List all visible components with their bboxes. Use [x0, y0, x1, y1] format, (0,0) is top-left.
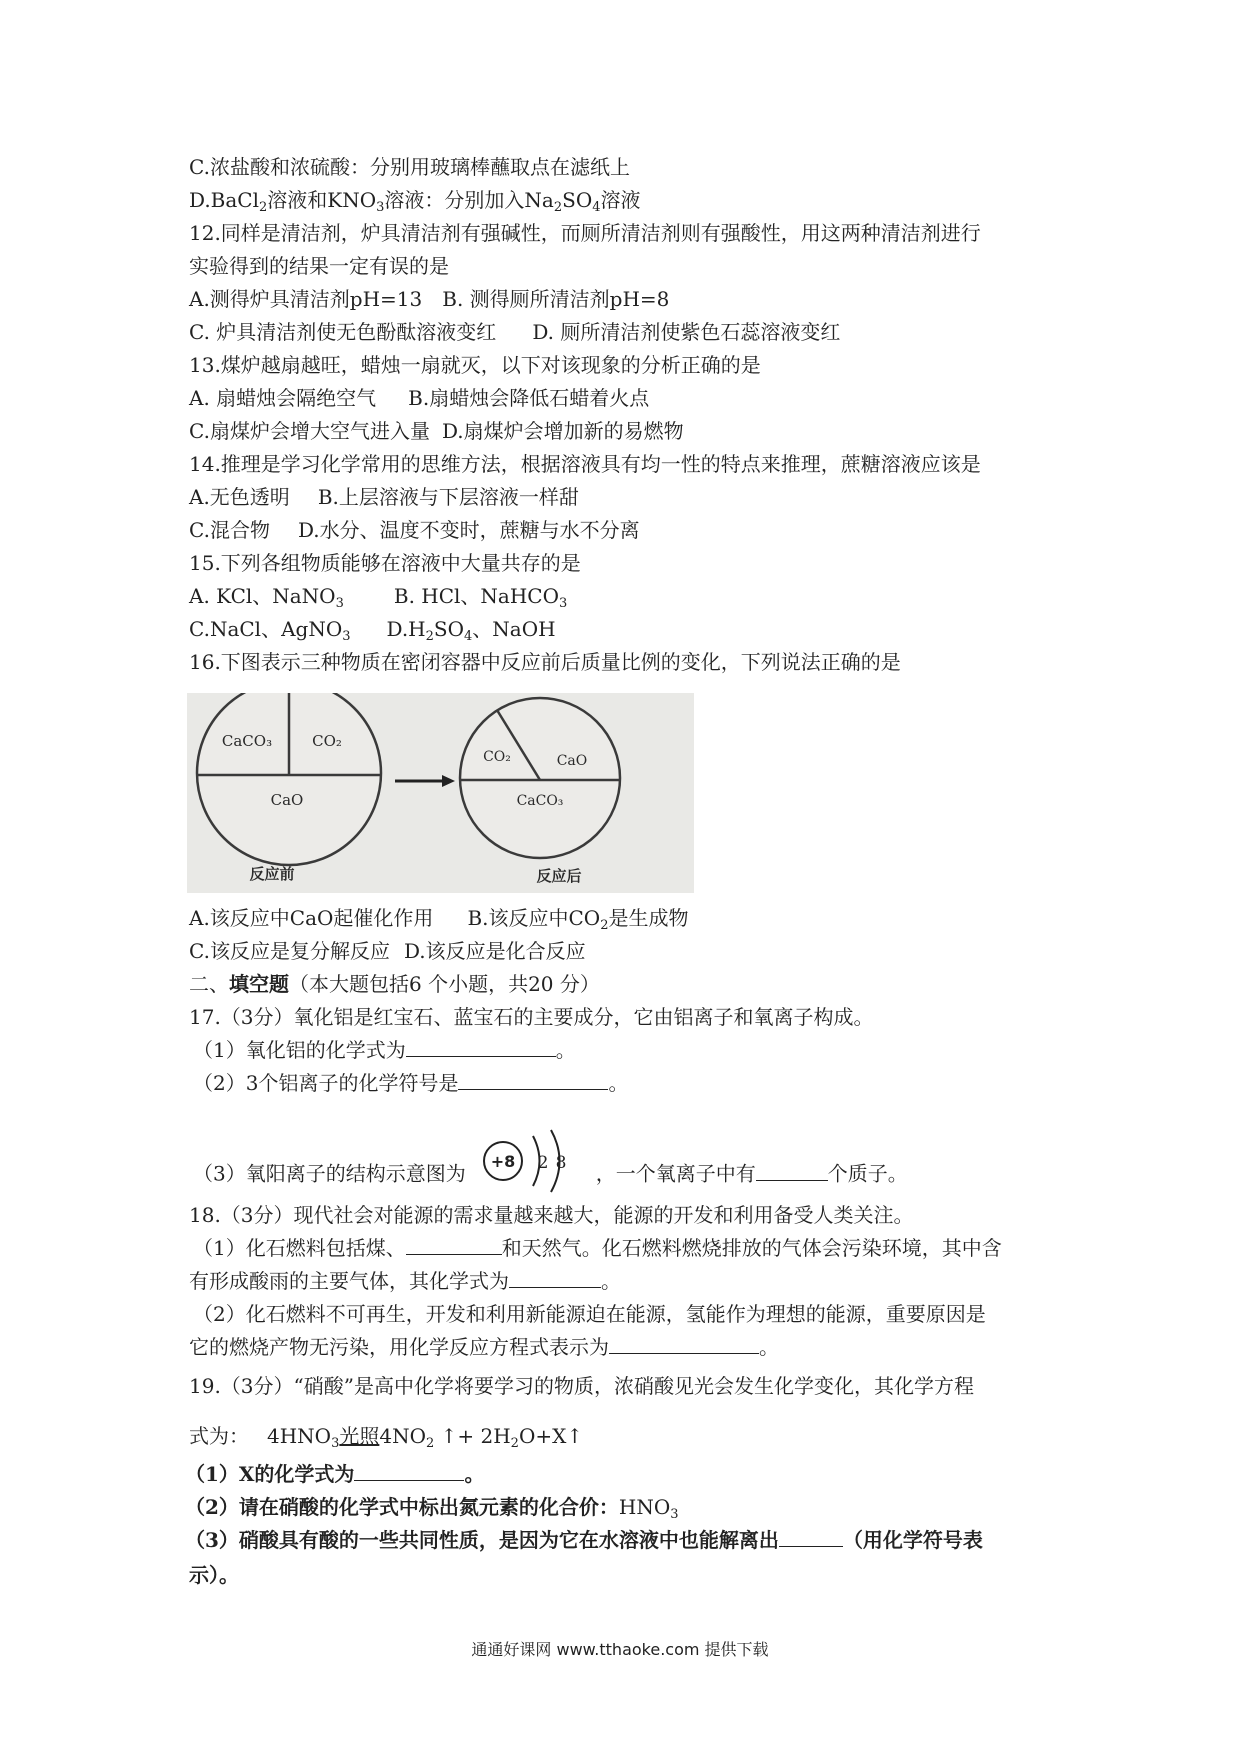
- q16-option-b: B.该反应中$CO_2$是生成物: [467, 906, 689, 933]
- section2-title: 填空题: [229, 972, 289, 996]
- q14-options-cd: [189, 516, 640, 544]
- q12-options-cd: [189, 318, 840, 346]
- q19-blank-1[interactable]: [354, 1460, 464, 1481]
- q16-option-d: D.该反应是化合反应: [403, 939, 586, 963]
- q19-equation-line: 式为： $4HNO_3$光照$4NO_2$ ↑+ $2H_2O+X↑$: [189, 1424, 584, 1451]
- q19-part3-line2: 示）。: [189, 1563, 239, 1587]
- q18-part1-line1: （1）化石燃料包括煤、 和天然气。化石燃料燃烧排放的气体会污染环境，其中含: [193, 1236, 1002, 1260]
- q17-blank-2[interactable]: [458, 1069, 608, 1090]
- q17-part3: （3）氧阳离子的结构示意图为 +8 2 8 ，一个氧离子中有 个质子。: [193, 1126, 908, 1196]
- q16-option-c: C.该反应是复分解反应: [189, 939, 390, 963]
- reaction-pie-figure: [187, 693, 694, 893]
- q17-blank-1[interactable]: [406, 1036, 556, 1057]
- q14-option-d: D.水分、温度不变时，蔗糖与水不分离: [297, 518, 640, 542]
- q12-options-ab: [189, 285, 669, 313]
- q17-part1: （1）氧化铝的化学式为 。: [193, 1038, 576, 1062]
- q16-options-cd: [189, 937, 586, 965]
- q14-option-c: C.混合物: [189, 518, 270, 542]
- q19-part1: （1）X的化学式为 。: [185, 1462, 485, 1486]
- q18-part2-line2: 它的燃烧产物无污染，用化学反应方程式表示为 。: [189, 1335, 779, 1359]
- shell-1-electron-count: 2: [537, 1153, 549, 1173]
- nucleus-charge-label: +8: [490, 1152, 516, 1171]
- q13-option-d: D.扇煤炉会增加新的易燃物: [441, 419, 684, 443]
- q18-blank-1[interactable]: [406, 1234, 502, 1255]
- q19-equation: $4HNO_3$光照$4NO_2$ ↑+ $2H_2O+X↑$: [267, 1424, 584, 1451]
- q14-options-ab: [189, 483, 579, 511]
- q15-stem: 15.下列各组物质能够在溶液中大量共存的是: [189, 551, 581, 575]
- q16-stem: 16.下图表示三种物质在密闭容器中反应前后质量比例的变化，下列说法正确的是: [189, 650, 901, 674]
- q16-option-a: A.该反应中CaO起催化作用: [189, 906, 434, 930]
- q13-option-b: B.扇蜡烛会降低石蜡着火点: [408, 386, 650, 410]
- before-slice-caco3-label: CaCO₃: [221, 732, 273, 750]
- q19-stem-line1: 19.（3分）“硝酸”是高中化学将要学习的物质，浓硝酸见光会发生化学变化，其化学方程: [189, 1374, 974, 1398]
- q15-options-ab: [189, 582, 567, 618]
- q18-blank-2[interactable]: [509, 1267, 601, 1288]
- q13-option-a: A. 扇蜡烛会隔绝空气: [189, 386, 377, 410]
- section2-heading: 二、填空题（本大题包括6 个小题，共20 分）: [189, 972, 600, 996]
- reaction-arrow-icon: [442, 775, 455, 787]
- after-slice-cao-label: CaO: [556, 753, 588, 769]
- q11-option-d: D.BaCl$_2$溶液和$KNO_3$溶液：分别加入$Na_2SO_4$溶液: [189, 188, 641, 215]
- q14-stem: 14.推理是学习化学常用的思维方法，根据溶液具有均一性的特点来推理，蔗糖溶液应该是: [189, 452, 981, 476]
- q14-option-b: B.上层溶液与下层溶液一样甜: [317, 485, 579, 509]
- q12-option-d: D. 厕所清洁剂使紫色石蕊溶液变红: [532, 320, 841, 344]
- q13-options-cd: [189, 417, 684, 445]
- q19-part2: （2）请在硝酸的化学式中标出氮元素的化合价：$HNO_3$: [185, 1495, 679, 1522]
- q14-option-a: A.无色透明: [189, 485, 290, 509]
- q18-blank-3[interactable]: [609, 1333, 759, 1354]
- q15-option-c: C.NaCl、AgNO$_3$: [189, 617, 351, 644]
- q19-part3-line1: （3）硝酸具有酸的一些共同性质，是因为它在水溶液中也能解离出 （用化学符号表: [185, 1528, 983, 1552]
- after-caption: 反应后: [536, 867, 582, 885]
- shell-2-electron-count: 8: [555, 1153, 567, 1173]
- q15-option-a: A. KCl、NaNO$_3$: [189, 584, 344, 611]
- reaction-pie-svg: [187, 693, 694, 893]
- before-slice-cao-label: CaO: [270, 791, 304, 809]
- q17-stem: 17.（3分）氧化铝是红宝石、蓝宝石的主要成分，它由铝离子和氧离子构成。: [189, 1005, 874, 1029]
- before-slice-co2-label: CO₂: [312, 732, 342, 750]
- q18-part1-line2: 有形成酸雨的主要气体，其化学式为 。: [189, 1269, 621, 1293]
- q13-options-ab: [189, 384, 649, 412]
- q19-blank-3[interactable]: [779, 1526, 843, 1547]
- reaction-condition: 光照: [339, 1424, 380, 1448]
- q17-part2: （2）3个铝离子的化学符号是 。: [193, 1071, 629, 1095]
- q12-stem-line1: 12.同样是清洁剂，炉具清洁剂有强碱性，而厕所清洁剂则有强酸性，用这两种清洁剂进行: [189, 221, 981, 245]
- q12-option-a: A.测得炉具清洁剂pH=13: [189, 287, 423, 311]
- page-footer: 通通好课网 www.tthaoke.com 提供下载: [471, 1640, 769, 1659]
- q18-part2-line1: （2）化石燃料不可再生，开发和利用新能源迫在能源，氢能作为理想的能源，重要原因是: [193, 1302, 986, 1326]
- q17-blank-3[interactable]: [756, 1160, 828, 1181]
- q13-option-c: C.扇煤炉会增大空气进入量: [189, 419, 430, 443]
- q18-stem: 18.（3分）现代社会对能源的需求量越来越大，能源的开发和利用备受人类关注。: [189, 1203, 914, 1227]
- q15-option-b: B. HCl、NaHCO$_3$: [393, 584, 568, 611]
- after-slice-caco3-label: CaCO₃: [516, 793, 564, 809]
- q16-options-ab: [189, 904, 688, 940]
- q12-option-c: C. 炉具清洁剂使无色酚酞溶液变红: [189, 320, 497, 344]
- q11-option-c: C.浓盐酸和浓硫酸：分别用玻璃棒蘸取点在滤纸上: [189, 155, 630, 179]
- after-slice-co2-label: CO₂: [483, 749, 511, 765]
- q13-stem: 13.煤炉越扇越旺，蜡烛一扇就灭，以下对该现象的分析正确的是: [189, 353, 761, 377]
- q12-option-b: B. 测得厕所清洁剂pH=8: [442, 287, 670, 311]
- before-caption: 反应前: [249, 865, 295, 883]
- q12-stem-line2: 实验得到的结果一定有误的是: [189, 254, 449, 278]
- q15-option-d: $D.H_2SO_4$、NaOH: [386, 617, 556, 644]
- q15-options-cd: [189, 615, 556, 651]
